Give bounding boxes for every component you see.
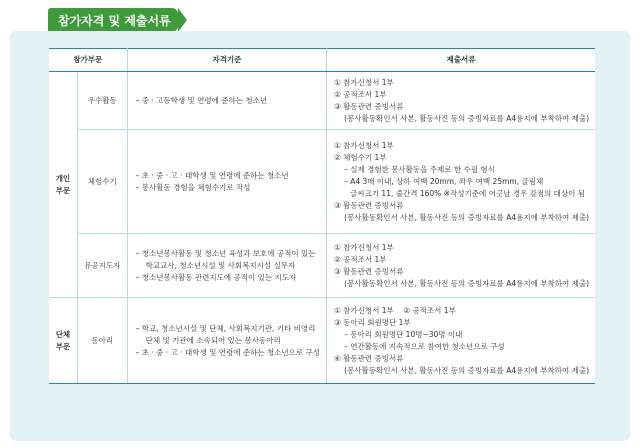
category-cell: 체험수기	[77, 130, 127, 234]
section-group: 단체 부문	[49, 298, 77, 384]
header-category: 참가부문	[49, 49, 127, 72]
criteria-cell: – 학교, 청소년시설 및 단체, 사회복지기관, 기타 비영리 단체 및 기관에 소속되어 있는 봉사동아리 – 초 · 중 · 고 · 대학생 및 연령에 준하는 청소년으로 구성	[127, 298, 326, 384]
documents-cell: ① 참가신청서 1부 ② 공적조서 1부 ③ 동아리 회원명단 1부 – 동아리 회원명단 10명~30명 이내 – 연간활동에 지속적으로 참여한 청소년으로 구성 ④ 활동관련 증빙서류 (봉사활동확인서 사본, 활동사진 등의 증빙자료를 A4용지에 부착하여 제출)	[327, 298, 595, 384]
category-cell: 우수활동	[77, 72, 127, 130]
criteria-cell: – 청소년봉사활동 및 청소년 육성과 보호에 공적이 있는 학교교사, 청소년시설 및 사회복지시설 실무자 – 청소년봉사활동 관련지도에 공적이 있는 지도자	[127, 234, 326, 298]
documents-cell: ① 참가신청서 1부 ② 공적조서 1부 ③ 활동관련 증빙서류 (봉사활동확인서 사본, 활동사진 등의 증빙자료를 A4용지에 부착하여 제출)	[327, 72, 595, 130]
table-row	[49, 298, 595, 384]
criteria-cell: – 초 · 중 · 고 · 대학생 및 연령에 준하는 청소년 – 봉사활동 경험을 체험수기로 작성	[127, 130, 326, 234]
table-row	[49, 234, 595, 298]
section-title-tab	[48, 8, 178, 32]
section-title: 참가자격 및 제출서류	[58, 13, 171, 28]
criteria-cell: – 중 · 고등학생 및 연령에 준하는 청소년	[127, 72, 326, 130]
documents-cell: ① 참가신청서 1부 ② 체험수기 1부 – 실제 경험한 봉사활동을 주제로 한 수필 형식 – A4 3매 이내, 상하 여백 20mm, 좌우 여백 25mm, 굴림체 글씨크기 11, 줄간격 160% ※작성기준에 어긋날 경우 감점의 대상이 됨 ③ 활동관련 증빙서류 (봉사활동확인서 사본, 활동사진 등의 증빙자료를 A4용지에 부착하여 제출)	[327, 130, 595, 234]
section-individual: 개인 부문	[49, 72, 77, 298]
table-row	[49, 72, 595, 130]
documents-cell: ① 참가신청서 1부 ② 공적조서 1부 ③ 활동관련 증빙서류 (봉사활동확인서 사본, 활동사진 등의 증빙자료를 A4용지에 부착하여 제출)	[327, 234, 595, 298]
table-header-row	[49, 49, 595, 72]
header-documents: 제출서류	[327, 49, 595, 72]
category-cell: 유공지도자	[77, 234, 127, 298]
table-row	[49, 130, 595, 234]
header-criteria: 자격기준	[127, 49, 326, 72]
eligibility-table	[49, 48, 595, 384]
category-cell: 동아리	[77, 298, 127, 384]
